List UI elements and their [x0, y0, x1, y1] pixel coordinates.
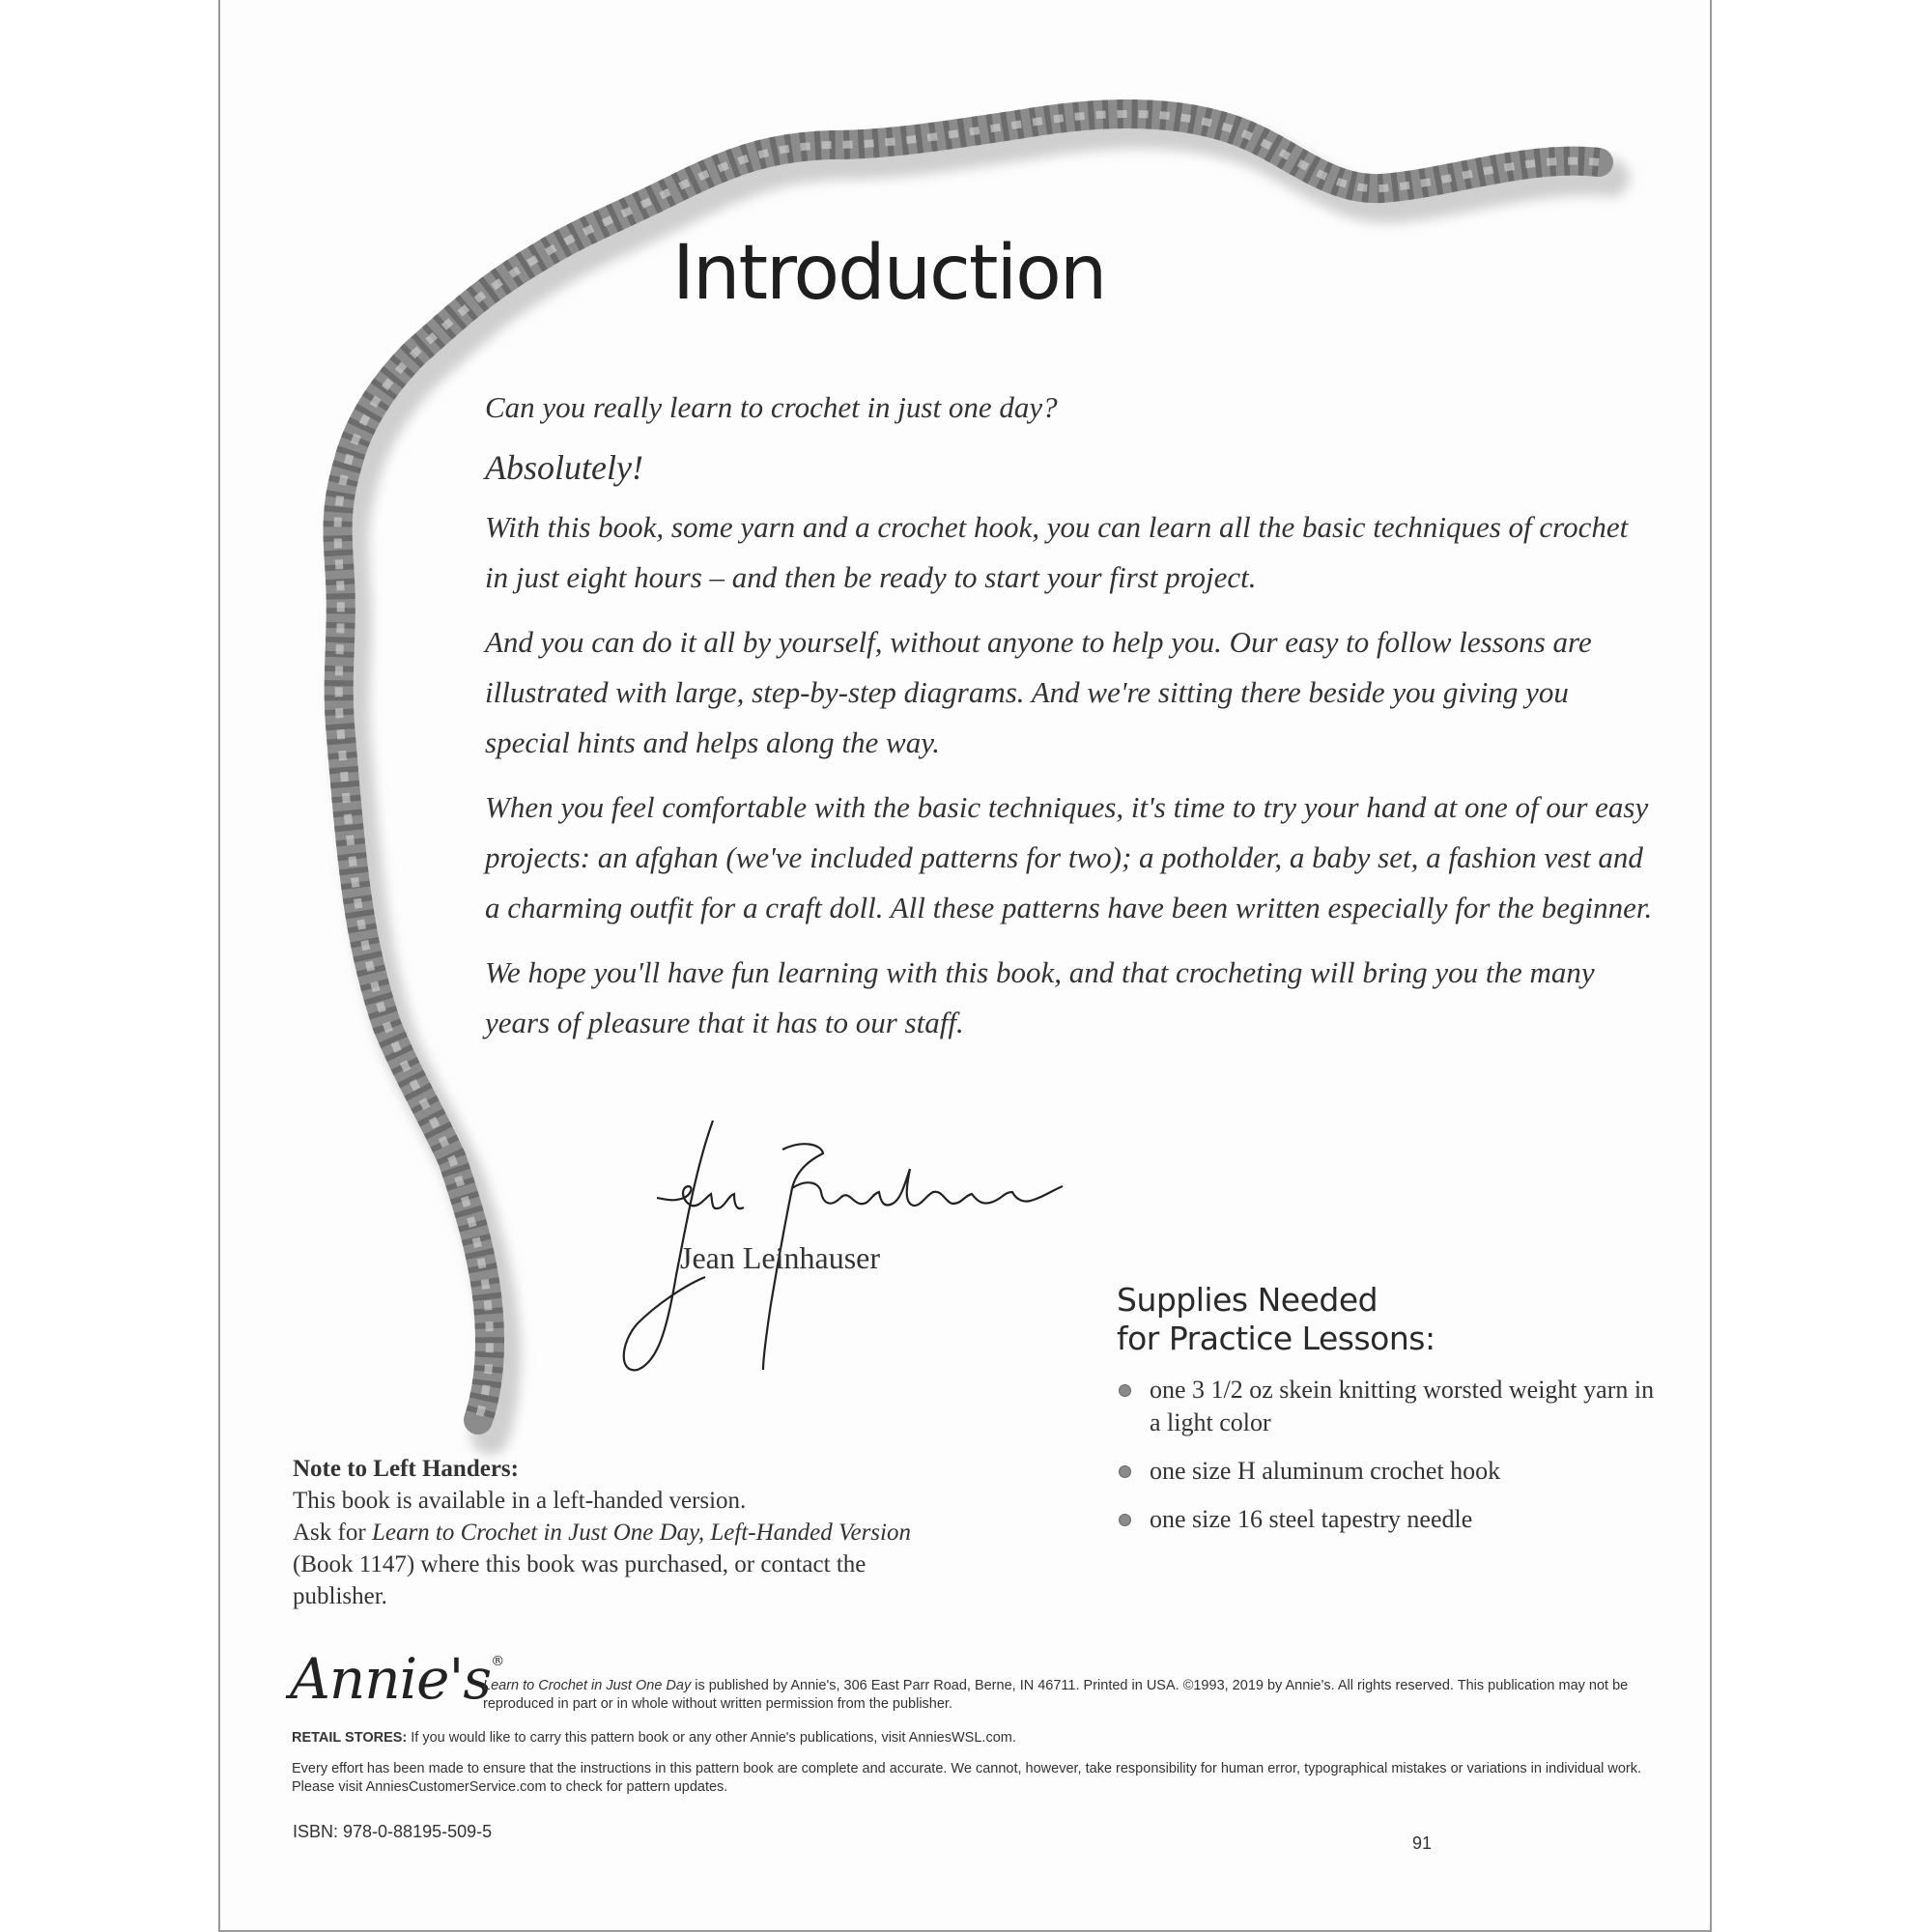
intro-paragraph-4: We hope you'll have fun learning with this book, and that crocheting will bring you the many years of pleasure that it has to our staff. — [485, 955, 1595, 1039]
supplies-item: one size H aluminum crochet hook — [1117, 1455, 1658, 1488]
bullet-icon — [1119, 1384, 1131, 1397]
note-line2: Ask for Learn to Crochet in Just One Day, Left-Handed Version (Book 1147) where this book was purchased, or contact the publisher. — [293, 1520, 911, 1609]
page-number: 91 — [1412, 1833, 1433, 1853]
annies-logo: Annie's® — [290, 1646, 504, 1712]
note-title: Note to Left Handers: — [293, 1456, 519, 1482]
publication-title: Learn to Crochet in Just One Day — [483, 1678, 692, 1693]
disclaimer-text: Every effort has been made to ensure that the instructions in this pattern book are complete and accurate. We cannot, however, take responsibility for human error, typographical mistakes or variations in individual work. Please visit AnniesCustomerService.com to check for pattern updates. — [292, 1761, 1642, 1795]
note-book-title: Learn to Crochet in Just One Day, Left-Handed Version — [371, 1520, 911, 1546]
bullet-icon — [1119, 1514, 1131, 1526]
intro-question: Can you really learn to crochet in just one day? — [485, 390, 1058, 424]
supplies-heading-line1: Supplies Needed — [1117, 1281, 1378, 1319]
intro-paragraph-3: When you feel comfortable with the basic techniques, it's time to try your hand at one of our easy projects: an afghan (we've included patterns for two); a potholder, a baby set, a fashion vest and a charming outfit for a craft doll. All these patterns have been written especially for the beginner. — [485, 790, 1653, 924]
supplies-box — [1117, 1281, 1658, 1551]
intro-answer: Absolutely! — [485, 448, 643, 487]
supplies-list — [1117, 1374, 1658, 1536]
supplies-item: one size 16 steel tapestry needle — [1117, 1503, 1658, 1536]
signature-name: Jean Leinhauser — [680, 1240, 881, 1275]
supplies-heading-line2: for Practice Lessons: — [1117, 1320, 1435, 1357]
retail-stores-info: RETAIL STORES: If you would like to carry this pattern book or any other Annie's publications, visit AnniesWSL.com. — [292, 1730, 1016, 1746]
supplies-item: one 3 1/2 oz skein knitting worsted weight yarn in a light color — [1117, 1374, 1658, 1439]
intro-body — [485, 383, 1654, 1063]
isbn: ISBN: 978-0-88195-509-5 — [293, 1822, 493, 1841]
supplies-heading — [1117, 1281, 1658, 1358]
bullet-icon — [1119, 1465, 1131, 1478]
intro-paragraph-2: And you can do it all by yourself, without anyone to help you. Our easy to follow lessons are illustrated with large, step-by-step diagrams. And we're sitting there beside you giving you special hints and helps along the way. — [485, 625, 1592, 759]
page-title: Introduction — [672, 230, 1106, 317]
note-line1: This book is available in a left-handed version. — [293, 1488, 747, 1514]
left-hander-note — [293, 1453, 911, 1612]
publication-info: Learn to Crochet in Just One Day is published by Annie's, 306 East Parr Road, Berne, IN 46711. Printed in USA. ©1993, 2019 by Annie's. All rights reserved. This publication may not be reproduced in part or in whole without written permission from the publisher. — [483, 1678, 1629, 1712]
intro-paragraph-1: With this book, some yarn and a crochet hook, you can learn all the basic techniques of crochet in just eight hours – and then be ready to start your first project. — [485, 510, 1629, 594]
